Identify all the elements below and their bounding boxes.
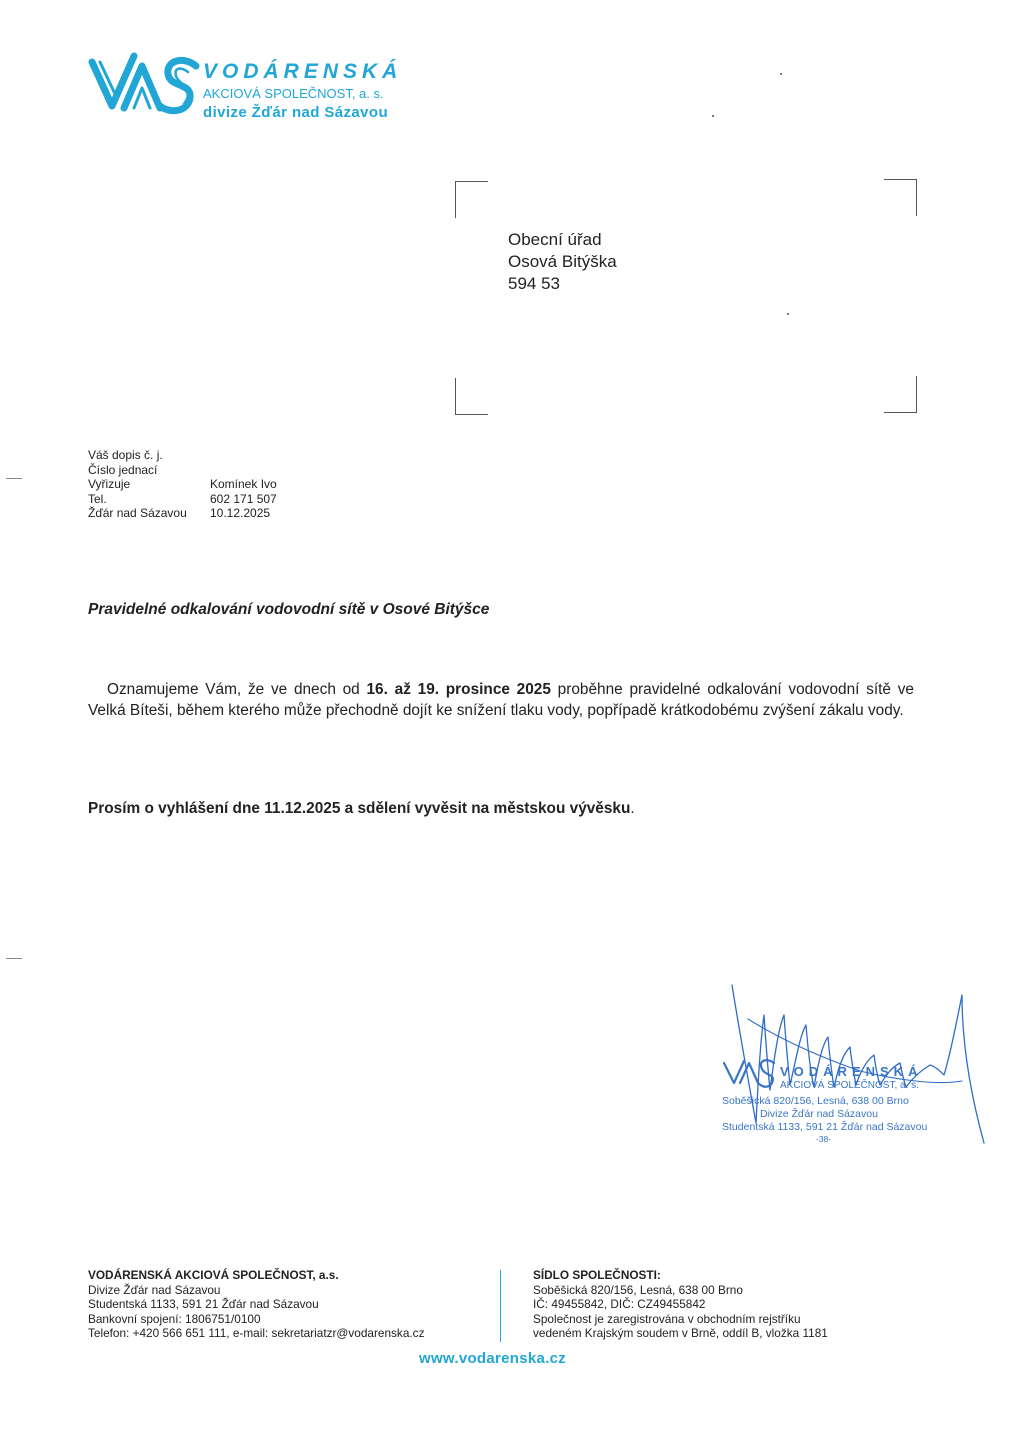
reference-row: [88, 492, 277, 507]
reference-block: [88, 448, 277, 521]
footer-company-info: [88, 1268, 424, 1341]
company-website-link[interactable]: www.vodarenska.cz: [419, 1350, 567, 1367]
reference-value: Komínek Ivo: [210, 477, 277, 492]
letter-subject: Pravidelné odkalování vodovodní sítě v Osové Bitýšce: [88, 601, 490, 618]
footer-company-name: VODÁRENSKÁ AKCIOVÁ SPOLEČNOST, a.s.: [88, 1268, 339, 1282]
reference-value: 602 171 507: [210, 491, 277, 506]
brand-name: VODÁRENSKÁ: [203, 60, 403, 83]
footer-left-line: Divize Žďár nad Sázavou: [88, 1282, 221, 1297]
recipient-line-3: 594 53: [508, 274, 560, 293]
brand-subtitle: AKCIOVÁ SPOLEČNOST, a. s.: [203, 86, 384, 101]
reference-row: [88, 477, 277, 492]
body-text-before: Oznamujeme Vám, že ve dnech od: [107, 681, 367, 698]
footer-left-line: Telefon: +420 566 651 111, e-mail: sekretariatzr@vodarenska.cz: [88, 1326, 425, 1341]
footer-right-line: vedeném Krajským soudem v Brně, oddíl B, vložka 1181: [533, 1326, 828, 1341]
footer-right-line: Společnost je zaregistrována v obchodním rejstříku: [533, 1311, 801, 1326]
stamp-line-3: Divize Žďár nad Sázavou: [760, 1108, 878, 1120]
footer-right-line: IČ: 49455842, DIČ: CZ49455842: [533, 1297, 706, 1312]
address-window-corner-bottom-right: [884, 376, 917, 413]
reference-label: Tel.: [88, 491, 107, 506]
company-stamp: [700, 975, 1000, 1150]
letter-body: [88, 680, 914, 721]
body-text-after: proběhne pravidelné odkalování vodovodní sítě ve Velká Bíteši, během kterého může přechodně dojít ke snížení tlaku vody, popřípadě krátkodobému zvýšení zákalu vody.: [88, 681, 914, 719]
address-window-corner-top-right: [884, 179, 917, 216]
footer-right-line: Soběšická 820/156, Lesná, 638 00 Brno: [533, 1282, 743, 1297]
stamp-line-4: Studentská 1133, 591 21 Žďár nad Sázavou: [722, 1121, 928, 1133]
scan-fold-mark: [6, 958, 22, 959]
recipient-line-1: Obecní úřad: [508, 230, 602, 249]
reference-row: [88, 506, 277, 521]
reference-value: 10.12.2025: [210, 506, 271, 521]
footer-office-title: SÍDLO SPOLEČNOSTI:: [533, 1268, 661, 1282]
reference-row: [88, 463, 277, 478]
request-end: .: [630, 800, 635, 817]
footer-divider: [500, 1270, 501, 1342]
footer-left-line: Studentská 1133, 591 21 Žďár nad Sázavou: [88, 1297, 319, 1312]
scan-speck: [780, 73, 782, 75]
stamp-line-1: AKCIOVÁ SPOLEČNOST, a. s.: [780, 1080, 919, 1091]
footer-left-line: Bankovní spojení: 1806751/0100: [88, 1311, 261, 1326]
reference-row: [88, 448, 277, 463]
reference-label: Žďár nad Sázavou: [88, 506, 187, 521]
letter-request: [88, 800, 635, 818]
stamp-line-5: -38-: [816, 1134, 832, 1144]
recipient-address: [508, 229, 617, 295]
request-text: Prosím o vyhlášení dne 11.12.2025 a sdělení vyvěsit na městskou vývěsku: [88, 800, 631, 817]
scan-fold-mark: [6, 478, 22, 479]
scan-speck: [712, 115, 714, 117]
reference-label: Číslo jednací: [88, 462, 158, 477]
reference-label: Vyřizuje: [88, 477, 131, 492]
stamp-name: VODÁRENSKÁ: [780, 1064, 923, 1079]
address-window-corner-top-left: [455, 181, 488, 218]
stamp-line-2: Soběšická 820/156, Lesná, 638 00 Brno: [722, 1095, 909, 1107]
reference-label: Váš dopis č. j.: [88, 448, 163, 462]
scan-speck: [787, 313, 789, 315]
footer-registered-office: [533, 1268, 828, 1341]
company-logo: [88, 48, 200, 120]
recipient-line-2: Osová Bitýška: [508, 252, 617, 271]
body-dates: 16. až 19. prosince 2025: [366, 681, 551, 698]
brand-division: divize Žďár nad Sázavou: [203, 104, 389, 121]
address-window-corner-bottom-left: [455, 378, 488, 415]
